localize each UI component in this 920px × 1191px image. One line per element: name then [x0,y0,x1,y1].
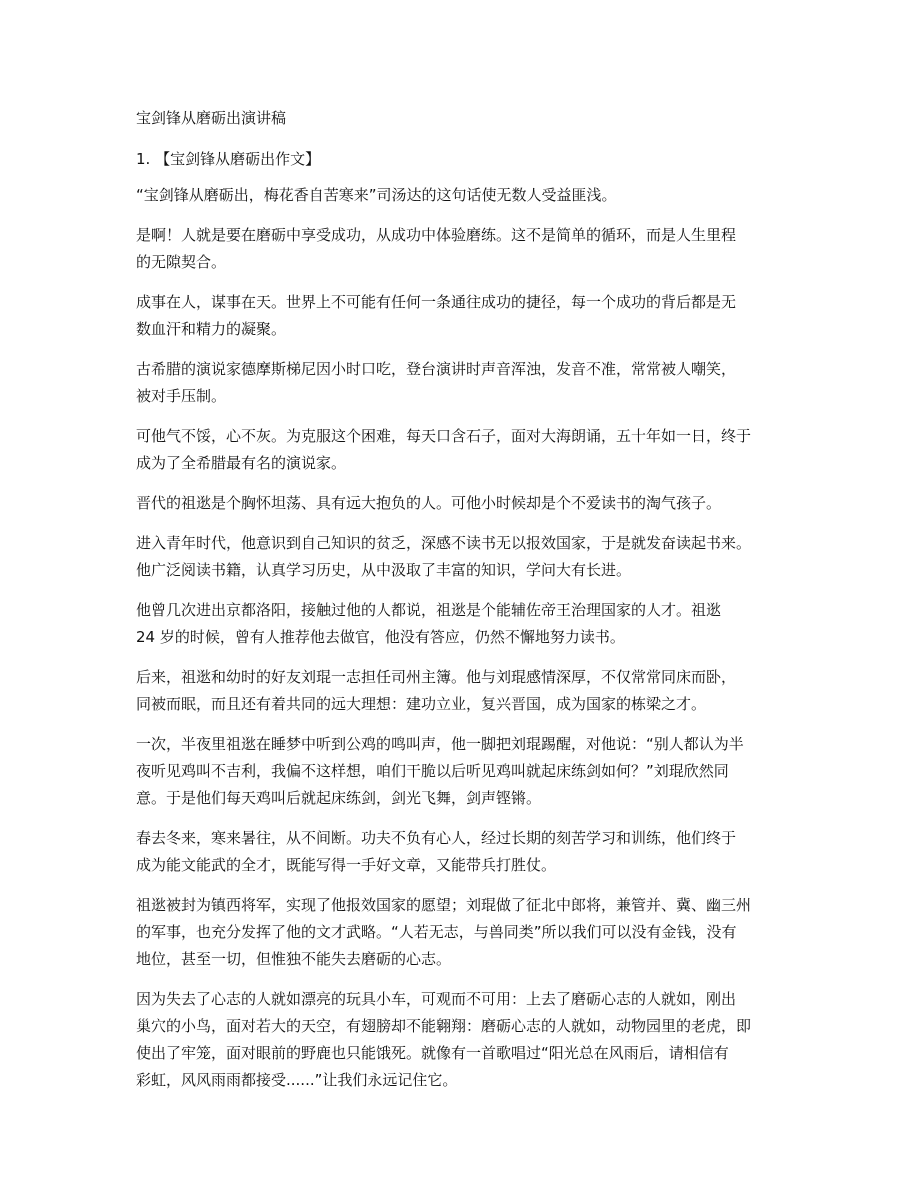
paragraph-line: 可他气不馁，心不灰。为克服这个困难，每天口含石子，面对大海朗诵，五十年如一日，终于 [136,427,752,445]
paragraph [136,289,786,343]
paragraph [136,731,786,812]
paragraph [136,664,786,718]
paragraph-line: 一次，半夜里祖逖在睡梦中听到公鸡的鸣叫声，他一脚把刘琨踢醒，对他说：“别人都认为半 [136,735,744,753]
paragraph-line: 同被而眠，而且还有着共同的远大理想：建功立业，复兴晋国，成为国家的栋梁之才。 [136,695,707,713]
paragraph-line: 彩虹，风风雨雨都接受......”让我们永远记住它。 [136,1071,458,1089]
paragraph-line: 24 岁的时候，曾有人推荐他去做官，他没有答应，仍然不懈地努力读书。 [136,628,625,646]
paragraph-line: 进入青年时代，他意识到自己知识的贫乏，深感不读书无以报效国家，于是就发奋读起书来。 [136,534,752,552]
paragraph [136,490,786,517]
paragraph [136,986,786,1094]
document-title: 宝剑锋从磨砺出演讲稿 [136,109,287,127]
paragraph [136,597,786,651]
paragraph-line: 成事在人，谋事在天。世界上不可能有任何一条通往成功的捷径，每一个成功的背后都是无 [136,293,737,311]
paragraph-line: 他曾几次进出京都洛阳，接触过他的人都说，祖逖是个能辅佐帝王治理国家的人才。祖逖 [136,601,722,619]
essay-body [136,182,786,1094]
paragraph-line: 使出了牢笼，面对眼前的野鹿也只能饿死。就像有一首歌唱过“阳光总在风雨后，请相信有 [136,1044,729,1062]
paragraph-line: 意。于是他们每天鸡叫后就起床练剑，剑光飞舞，剑声铿锵。 [136,789,542,807]
paragraph [136,182,786,209]
paragraph [136,423,786,477]
paragraph-line: 被对手压制。 [136,387,227,405]
paragraph-line: 数血汗和精力的凝聚。 [136,320,287,338]
paragraph-line: 古希腊的演说家德摩斯梯尼因小时口吃，登台演讲时声音浑浊，发音不准，常常被人嘲笑， [136,360,737,378]
section-heading: 1. 【宝剑锋从磨砺出作文】 [136,150,321,168]
paragraph-line: 他广泛阅读书籍，认真学习历史，从中汲取了丰富的知识，学问大有长进。 [136,561,632,579]
paragraph [136,356,786,410]
paragraph-line: 春去冬来，寒来暑往，从不间断。功夫不负有心人，经过长期的刻苦学习和训练，他们终于 [136,829,737,847]
paragraph-line: 的无隙契合。 [136,253,227,271]
paragraph-line: 是啊！人就是要在磨砺中享受成功，从成功中体验磨练。这不是简单的循环，而是人生里程 [136,226,737,244]
paragraph [136,530,786,584]
paragraph [136,825,786,879]
paragraph-line: 成为能文能武的全才，既能写得一手好文章，又能带兵打胜仗。 [136,856,557,874]
paragraph-line: 成为了全希腊最有名的演说家。 [136,454,347,472]
paragraph-line: 因为失去了心志的人就如漂亮的玩具小车，可观而不可用：上去了磨砺心志的人就如，刚出 [136,990,737,1008]
paragraph [136,892,786,973]
paragraph [136,222,786,276]
paragraph-line: “宝剑锋从磨砺出，梅花香自苦寒来”司汤达的这句话使无数人受益匪浅。 [136,186,617,204]
paragraph-line: 后来，祖逖和幼时的好友刘琨一志担任司州主簿。他与刘琨感情深厚，不仅常常同床而卧， [136,668,737,686]
paragraph-line: 地位，甚至一切，但惟独不能失去磨砺的心志。 [136,950,452,968]
document-page [136,108,786,1107]
paragraph-line: 巢穴的小鸟，面对若大的天空，有翅膀却不能翱翔：磨砺心志的人就如，动物园里的老虎，即 [136,1017,752,1035]
paragraph-line: 晋代的祖逖是个胸怀坦荡、具有远大抱负的人。可他小时候却是个不爱读书的淘气孩子。 [136,494,722,512]
paragraph-line: 祖逖被封为镇西将军，实现了他报效国家的愿望；刘琨做了征北中郎将，兼管并、冀、幽三州 [136,896,752,914]
paragraph-line: 的军事，也充分发挥了他的文才武略。“人若无志，与兽同类”所以我们可以没有金钱，没有 [136,923,737,941]
paragraph-line: 夜听见鸡叫不吉利，我偏不这样想，咱们干脆以后听见鸡叫就起床练剑如何？”刘琨欣然同 [136,762,729,780]
